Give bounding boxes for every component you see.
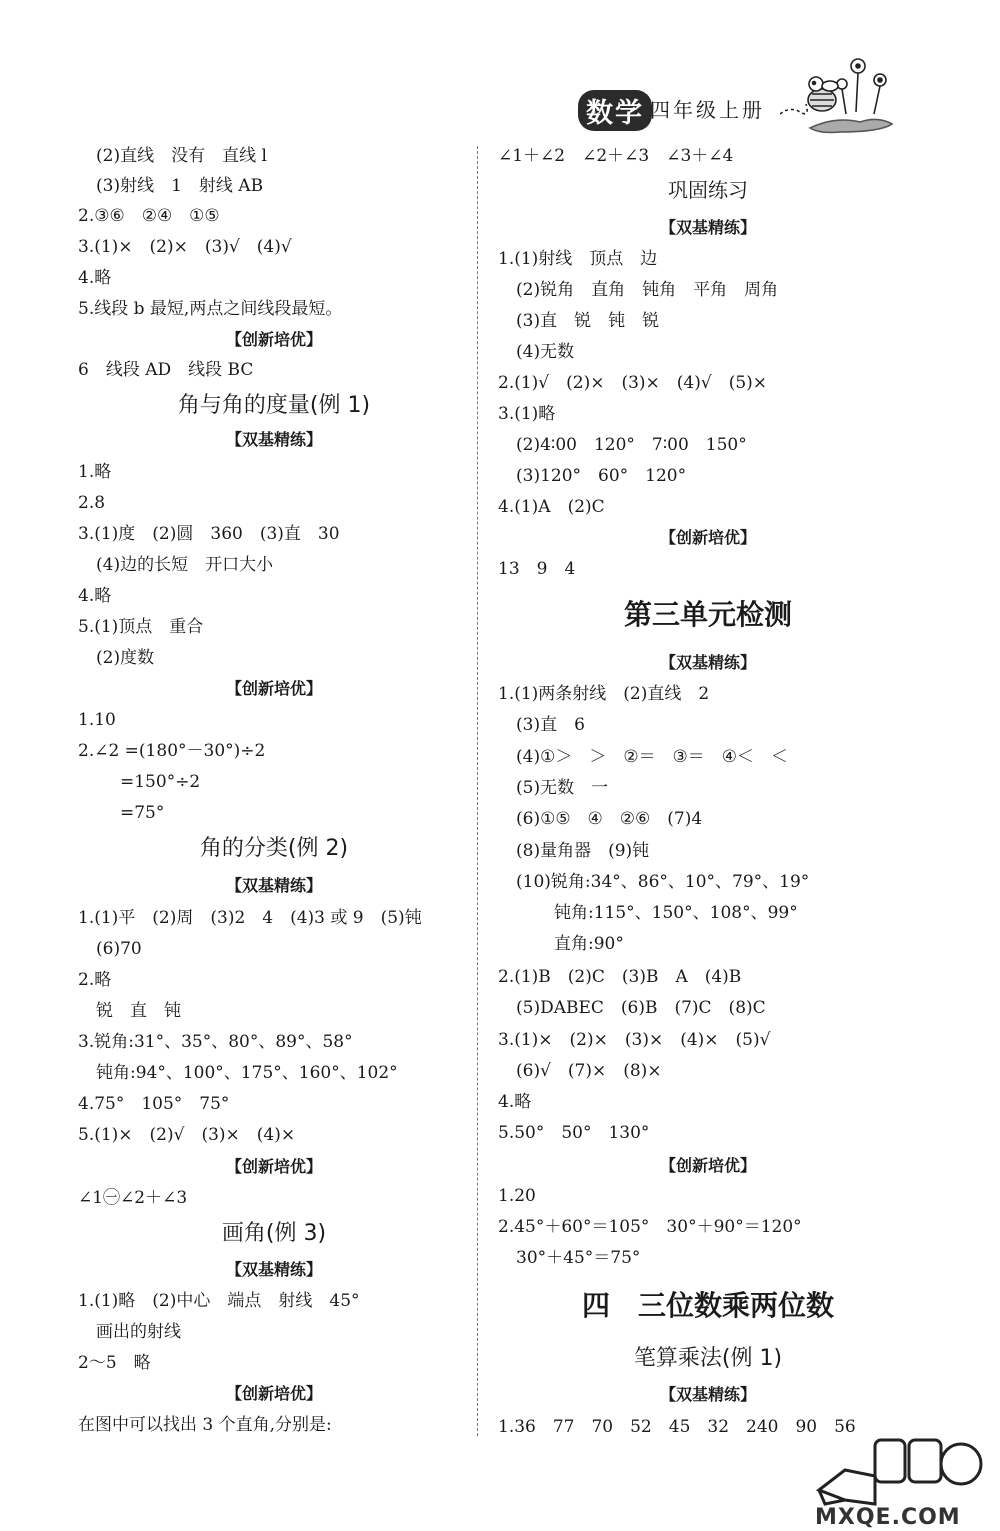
section-subheading: 【创新培优】	[225, 330, 322, 349]
answer-line: (3)直 6	[516, 715, 585, 735]
answer-line: ∠1＋∠2 ∠2＋∠3 ∠3＋∠4	[498, 146, 734, 166]
answer-line: 1.(1)射线 顶点 边	[498, 249, 658, 269]
section-heading: 第三单元检测	[623, 598, 792, 631]
section-heading: 角与角的度量(例 1)	[177, 393, 371, 418]
answer-line: 钝角:115°、150°、108°、99°	[554, 903, 798, 923]
section-heading: 巩固练习	[668, 178, 748, 202]
section-subheading: 【双基精练】	[225, 876, 322, 895]
answer-line: (8)量角器 (9)钝	[516, 841, 650, 861]
answer-line: 6 线段 AD 线段 BC	[78, 360, 254, 380]
answer-line: 1.(1)平 (2)周 (3)2 4 (4)3 或 9 (5)钝	[78, 908, 422, 928]
answer-line: 1.略	[78, 462, 112, 482]
answer-line: 30°＋45°＝75°	[516, 1248, 641, 1268]
answer-line: 4.(1)A (2)C	[498, 497, 605, 517]
answer-line: 钝角:94°、100°、175°、160°、102°	[96, 1063, 398, 1083]
answer-line: ∠1㊀∠2＋∠3	[78, 1188, 188, 1208]
answer-line: 1.10	[78, 710, 116, 730]
section-subheading: 【创新培优】	[225, 1157, 322, 1176]
answer-line: (4)①＞ ＞ ②＝ ③＝ ④＜ ＜	[516, 747, 789, 767]
answer-line: (3)射线 1 射线 AB	[96, 176, 264, 196]
answer-line: 5.50° 50° 130°	[498, 1123, 650, 1143]
answer-line: 4.75° 105° 75°	[78, 1094, 230, 1114]
answer-line: 3.(1)度 (2)圆 360 (3)直 30	[78, 524, 340, 544]
watermark-url: MXQE.COM	[815, 1505, 961, 1530]
answer-line: 1.36 77 70 52 45 32 240 90 56	[498, 1417, 856, 1437]
answer-line: (3)120° 60° 120°	[516, 466, 687, 486]
answer-line: 3.(1)× (2)× (3)× (4)× (5)√	[498, 1030, 771, 1050]
answer-line: 5.(1)× (2)√ (3)× (4)×	[78, 1125, 296, 1145]
answer-line: 3.锐角:31°、35°、80°、89°、58°	[78, 1032, 353, 1052]
answer-line: 2.(1)B (2)C (3)B A (4)B	[498, 967, 742, 987]
answer-line: (5)DABEC (6)B (7)C (8)C	[516, 998, 766, 1018]
answer-line: 5.线段 b 最短,两点之间线段最短。	[78, 299, 343, 319]
answer-line: 在图中可以找出 3 个直角,分别是:	[78, 1415, 332, 1435]
answer-line: (2)直线 没有 直线 l	[96, 146, 267, 166]
answer-line: 3.(1)略	[498, 404, 556, 424]
answer-line: 2.略	[78, 970, 112, 990]
section-heading: 角的分类(例 2)	[199, 836, 349, 861]
answer-line: =75°	[120, 803, 165, 823]
section-heading: 笔算乘法(例 1)	[633, 1346, 783, 1371]
section-subheading: 【创新培优】	[225, 679, 322, 698]
answer-line: 直角:90°	[554, 934, 624, 954]
answer-line: (10)锐角:34°、86°、10°、79°、19°	[516, 872, 810, 892]
answer-line: 画出的射线	[96, 1322, 181, 1342]
answer-line: 2.45°＋60°＝105° 30°＋90°＝120°	[498, 1217, 802, 1237]
answer-line: (6)√ (7)× (8)×	[516, 1061, 662, 1081]
answer-line: (2)4∶00 120° 7∶00 150°	[516, 435, 747, 455]
answer-line: 2.8	[78, 493, 106, 513]
answer-line: (3)直 锐 钝 锐	[516, 311, 660, 331]
answer-line: 2～5 略	[78, 1353, 151, 1373]
answer-line: (4)无数	[516, 342, 575, 362]
answer-line: 3.(1)× (2)× (3)√ (4)√	[78, 237, 292, 257]
answer-line: 2.(1)√ (2)× (3)× (4)√ (5)×	[498, 373, 768, 393]
answer-line: (5)无数 一	[516, 778, 609, 798]
section-subheading: 【双基精练】	[659, 1385, 756, 1404]
grade-label: 四年级上册	[650, 98, 765, 122]
section-subheading: 【双基精练】	[225, 430, 322, 449]
page-header-badge	[578, 88, 808, 132]
section-subheading: 【双基精练】	[659, 653, 756, 672]
section-heading: 四 三位数乘两位数	[581, 1289, 834, 1322]
section-subheading: 【双基精练】	[225, 1260, 322, 1279]
section-subheading: 【创新培优】	[225, 1384, 322, 1403]
section-heading: 画角(例 3)	[221, 1221, 327, 1246]
answer-line: 4.略	[78, 586, 112, 606]
answer-line: 13 9 4	[498, 559, 576, 579]
answer-line: 1.(1)略 (2)中心 端点 射线 45°	[78, 1291, 360, 1311]
answer-line: (6)70	[96, 939, 142, 959]
subject-label: 数学	[578, 90, 652, 131]
answer-line: 2.∠2 =(180°－30°)÷2	[78, 741, 266, 761]
section-subheading: 【创新培优】	[659, 1156, 756, 1175]
answer-line: (2)度数	[96, 648, 155, 668]
answer-line: (4)边的长短 开口大小	[96, 555, 274, 575]
answer-line: (6)①⑤ ④ ②⑥ (7)4	[516, 809, 703, 829]
answer-line: 1.20	[498, 1186, 536, 1206]
answer-line: 4.略	[498, 1092, 532, 1112]
answer-line: 锐 直 钝	[96, 1001, 181, 1021]
answer-line: (2)锐角 直角 钝角 平角 周角	[516, 280, 779, 300]
answer-line: 4.略	[78, 268, 112, 288]
bee-flowers-decoration-icon	[780, 50, 900, 135]
answer-line: 2.③⑥ ②④ ①⑤	[78, 206, 220, 226]
section-subheading: 【创新培优】	[659, 528, 756, 547]
answer-line: =150°÷2	[120, 772, 201, 792]
answer-line: 5.(1)顶点 重合	[78, 617, 204, 637]
column-divider	[477, 146, 478, 1436]
answer-line: 1.(1)两条射线 (2)直线 2	[498, 684, 710, 704]
section-subheading: 【双基精练】	[659, 218, 756, 237]
